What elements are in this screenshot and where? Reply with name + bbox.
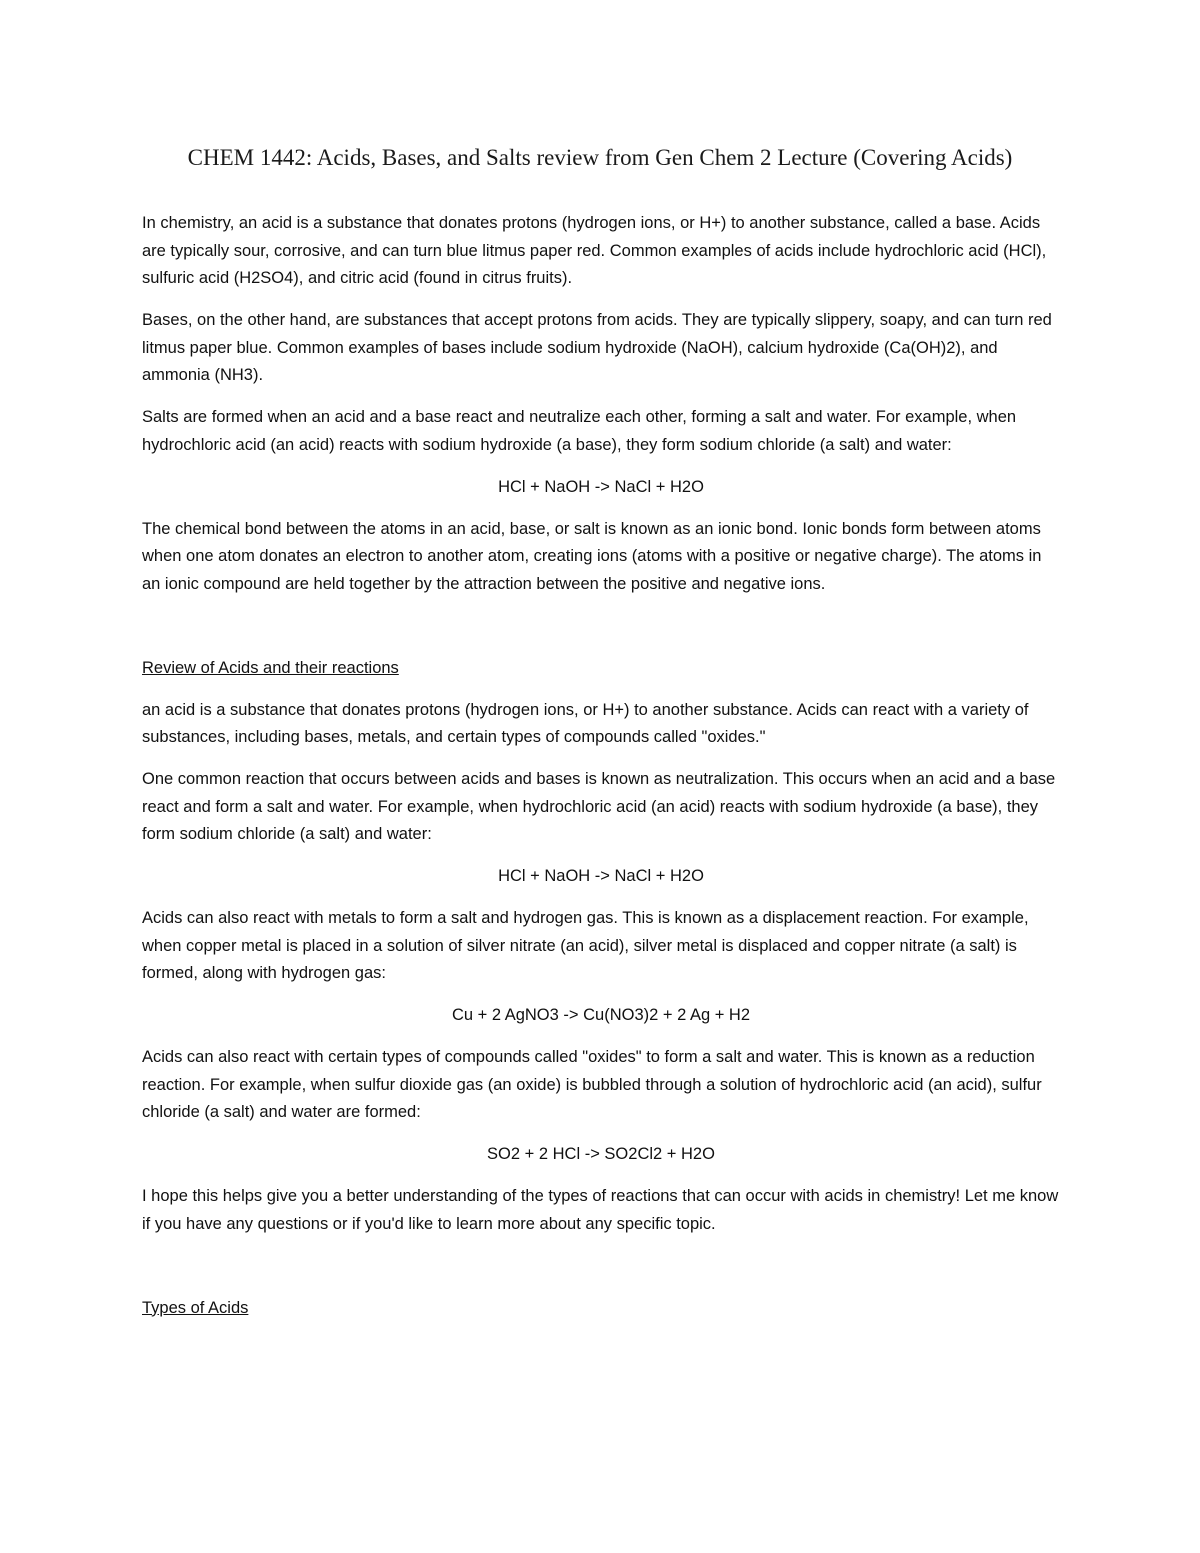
paragraph-salts: Salts are formed when an acid and a base react and neutralize each other, forming a salt and water. For example, when hydrochloric acid (an acid) reacts with sodium hydroxide (a base), they form sodium chloride (a salt) and water:: [142, 408, 1017, 454]
equation-neutralization-2: HCl + NaOH -> NaCl + H2O: [498, 867, 704, 885]
spacer: [142, 613, 1060, 655]
paragraph-oxides: Acids can also react with certain types of compounds called "oxides" to form a salt and water. This is known as a reduction reaction. For example, when sulfur dioxide gas (an oxide) is bubbled through a solution of hydrochloric acid (an acid), sulfur chloride (a salt) and water are formed:: [142, 1048, 1042, 1121]
paragraph-ionic-bond: The chemical bond between the atoms in an acid, base, or salt is known as an ionic bond. Ionic bonds form between atoms when one atom donates an electron to another atom, creating ions (atoms with a positive or negative charge). The atoms in an ionic compound are held together by the attraction between the positive and negative ions.: [142, 519, 1042, 593]
paragraph-displacement: Acids can also react with metals to form a salt and hydrogen gas. This is known as a displacement reaction. For example, when copper metal is placed in a solution of silver nitrate (an acid), silver metal is displaced and copper nitrate (a salt) is formed, along with hydrogen gas:: [142, 909, 1029, 982]
paragraph-neutralization: One common reaction that occurs between acids and bases is known as neutralization. This occurs when an acid and a base react and form a salt and water. For example, when hydrochloric acid (an acid) reacts with sodium hydroxide (a base), they form sodium chloride (a salt) and water:: [142, 770, 1056, 843]
document-title: CHEM 1442: Acids, Bases, and Salts review from Gen Chem 2 Lecture (Covering Acids): [187, 145, 1013, 170]
equation-oxide: SO2 + 2 HCl -> SO2Cl2 + H2O: [487, 1145, 715, 1163]
paragraph-bases: Bases, on the other hand, are substances that accept protons from acids. They are typically slippery, soapy, and can turn red litmus paper blue. Common examples of bases include sodium hydroxide (NaOH), calcium hydroxide (Ca(OH)2), and ammonia (NH3).: [142, 311, 1052, 384]
paragraph-review-acid: an acid is a substance that donates protons (hydrogen ions, or H+) to another substance. Acids can react with a variety of substances, including bases, metals, and certain types of compounds called "oxides.": [142, 700, 1029, 746]
paragraph-closing: I hope this helps give you a better understanding of the types of reactions that can occur with acids in chemistry! Let me know if you have any questions or if you'd like to learn more about any specific topic.: [142, 1187, 1059, 1233]
section-heading-types: Types of Acids: [142, 1298, 249, 1317]
document-body: [142, 210, 1060, 1337]
paragraph-acid-definition: In chemistry, an acid is a substance that donates protons (hydrogen ions, or H+) to another substance, called a base. Acids are typically sour, corrosive, and can turn blue litmus paper red. Common examples of acids include hydrochloric acid (HCl), sulfuric acid (H2SO4), and citric acid (found in citrus fruits).: [142, 214, 1047, 287]
spacer: [142, 1253, 1060, 1295]
equation-neutralization: HCl + NaOH -> NaCl + H2O: [498, 477, 704, 496]
section-heading-review: Review of Acids and their reactions: [142, 658, 399, 677]
equation-displacement: Cu + 2 AgNO3 -> Cu(NO3)2 + 2 Ag + H2: [451, 1006, 751, 1024]
